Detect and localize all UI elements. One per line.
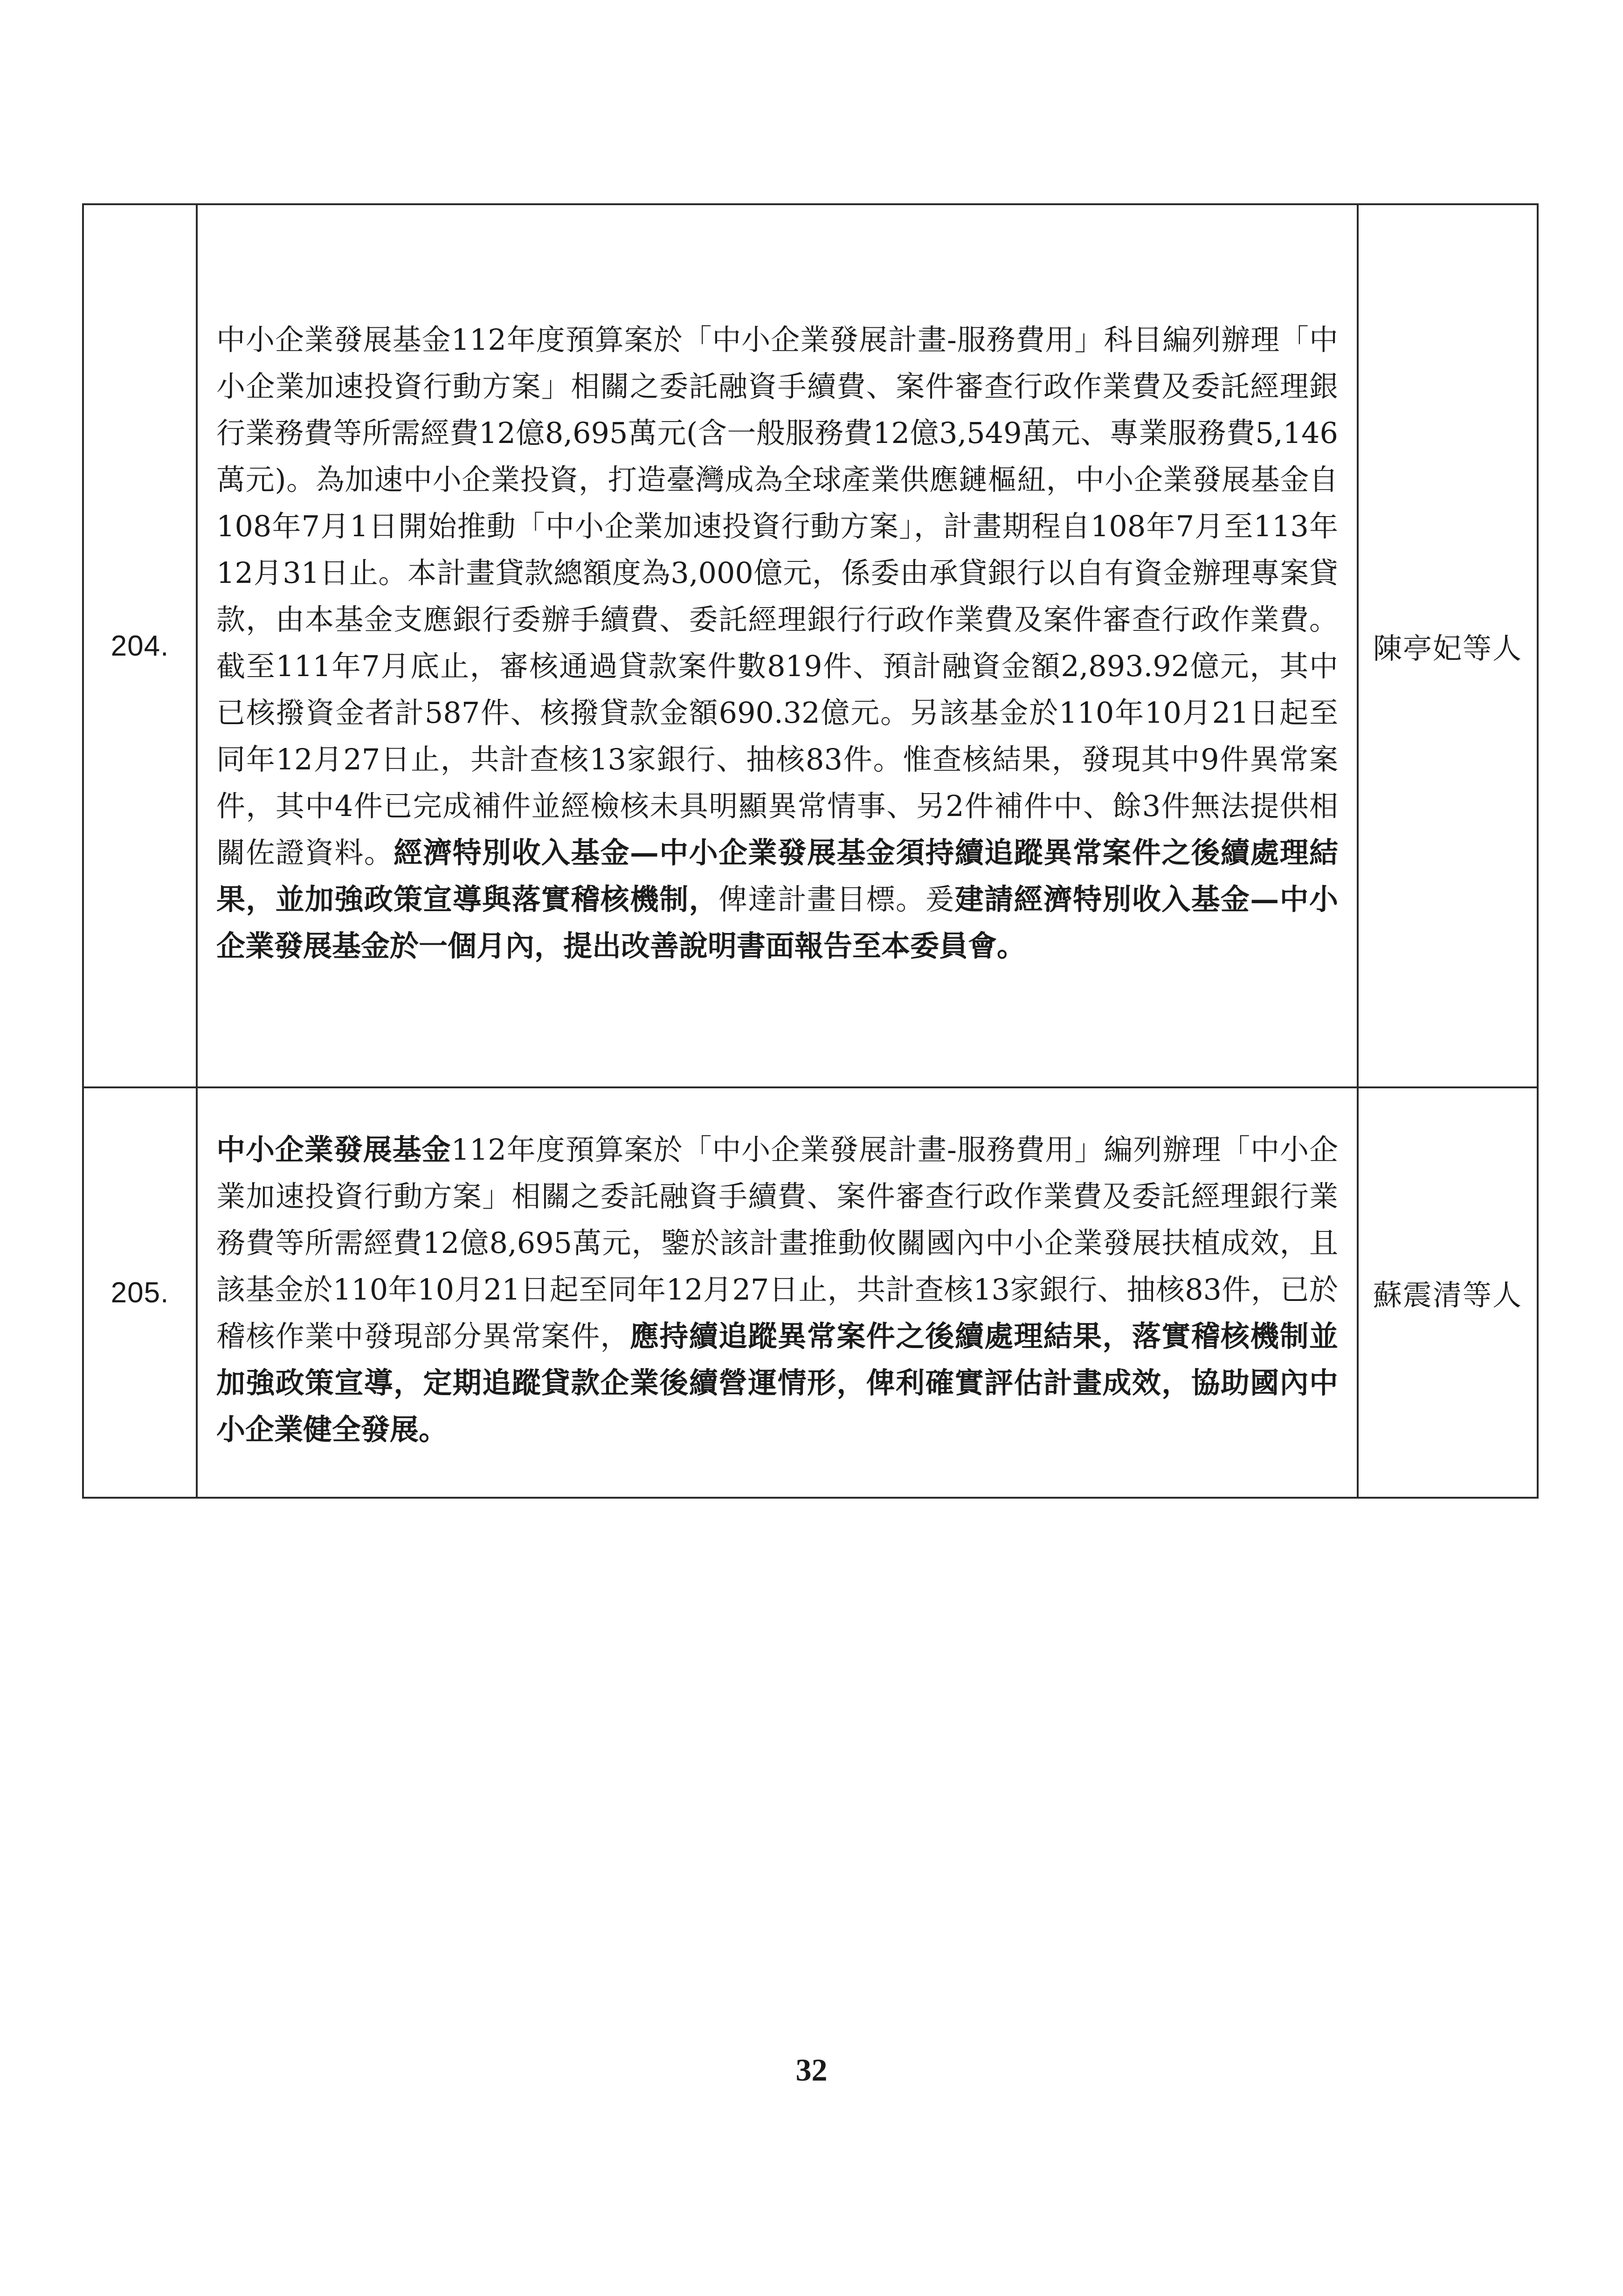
motion-number: 205. <box>83 1087 197 1498</box>
motion-text-bold: 應持續追蹤異常案件之後續處理結果，落實稽核機制並加強政策宣導，定期追蹤貸款企業後續營運情形，俾利確實評估計畫成效，協助國內中小企業健全發展。 <box>216 1319 1338 1446</box>
motion-content <box>197 1087 1358 1498</box>
motion-proposer: 蘇震清等人 <box>1358 1087 1538 1498</box>
table-row <box>83 204 1538 1087</box>
motion-text: 俾達計畫目標。爰 <box>718 882 955 916</box>
table-row <box>83 1087 1538 1498</box>
motion-text-bold: 中小企業發展基金 <box>216 1133 451 1167</box>
motion-text: 中小企業發展基金112年度預算案於「中小企業發展計畫-服務費用」科目編列辦理「中小企業加速投資行動方案」相關之委託融資手續費、案件審查行政作業費及委託經理銀行業務費等所需經費12億8,695萬元(含一般服務費12億3,549萬元、專業服務費5,146萬元)。為加速中小企業投資，打造臺灣成為全球產業供應鏈樞紐，中小企業發展基金自108年7月1日開始推動「中小企業加速投資行動方案」，計畫期程自108年7月至113年12月31日止。本計畫貸款總額度為3,000億元，係委由承貸銀行以自有資金辦理專案貸款，由本基金支應銀行委辦手續費、委託經理銀行行政作業費及案件審查行政作業費。截至111年7月底止，審核通過貸款案件數819件、預計融資金額2,893.92億元，其中已核撥資金者計587件、核撥貸款金額690.32億元。另該基金於110年10月21日起至同年12月27日止，共計查核13家銀行、抽核83件。惟查核結果，發現其中9件異常案件，其中4件已完成補件並經檢核未具明顯異常情事、另2件補件中、餘3件無法提供相關佐證資料。 <box>216 323 1338 870</box>
motion-proposer: 陳亭妃等人 <box>1358 204 1538 1087</box>
motions-table <box>82 203 1539 1499</box>
motion-text: 112年度預算案於「中小企業發展計畫-服務費用」編列辦理「中小企業加速投資行動方案」相關之委託融資手續費、案件審查行政作業費及委託經理銀行業務費等所需經費12億8,695萬元，鑒於該計畫推動攸關國內中小企業發展扶植成效，且該基金於110年10月21日起至同年12月27日止，共計查核13家銀行、抽核83件，已於稽核作業中發現部分異常案件， <box>216 1133 1338 1353</box>
page-number: 32 <box>795 2052 828 2088</box>
motion-content <box>197 204 1358 1087</box>
motion-number: 204. <box>83 204 197 1087</box>
motion-text-bold: 建請經濟特別收入基金—中小企業發展基金於一個月內，提出改善說明書面報告至本委員會。 <box>216 882 1338 963</box>
motion-text-bold: 經濟特別收入基金—中小企業發展基金須持續追蹤異常案件之後續處理結果，並加強政策宣導與落實稽核機制， <box>216 836 1338 916</box>
